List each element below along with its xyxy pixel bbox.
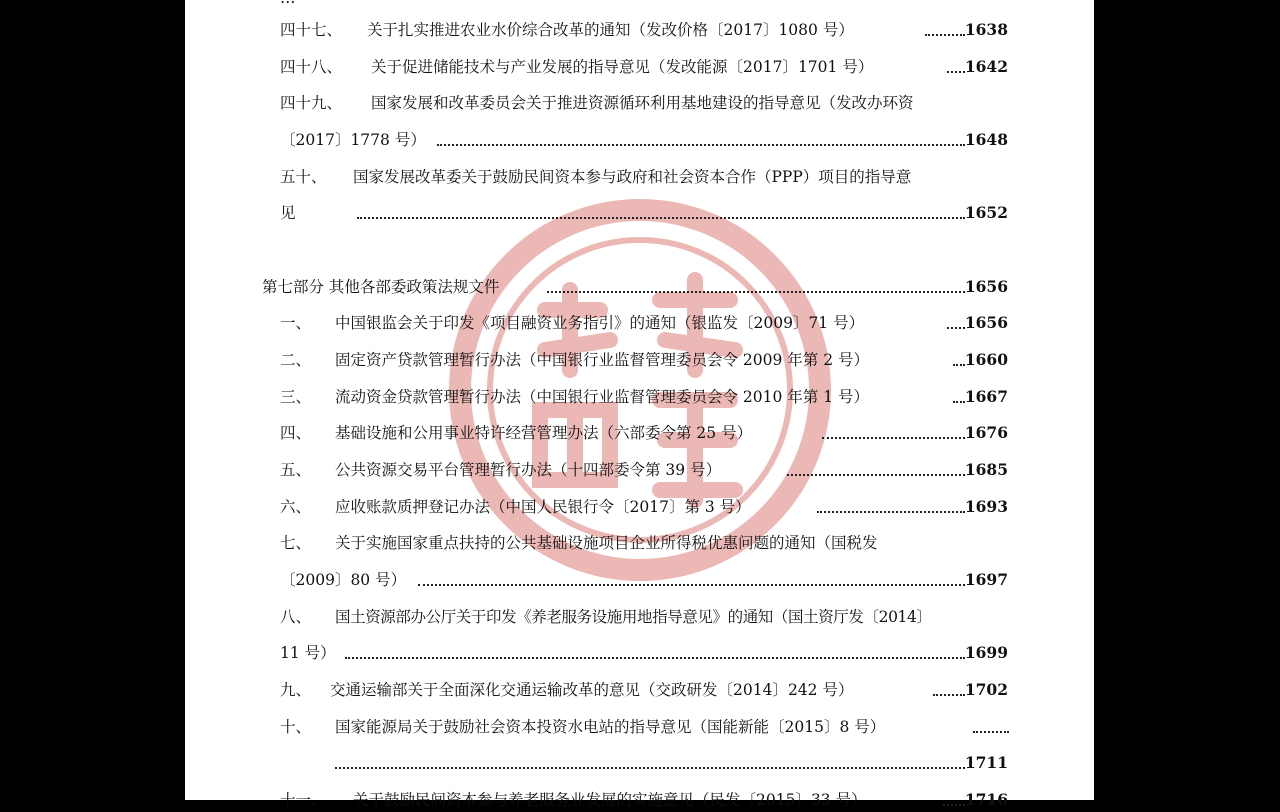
toc-leader — [345, 655, 965, 659]
toc-title: 固定资产贷款管理暂行办法（中国银行业监督管理委员会令 2009 年第 2 号） — [335, 351, 870, 369]
toc-number: 二、 — [280, 351, 312, 369]
toc-title-continued: 〔2009〕80 号） — [280, 571, 407, 589]
toc-leader — [418, 582, 965, 586]
toc-number: 四十七、 — [280, 21, 343, 39]
toc-entry[interactable] — [185, 421, 1094, 445]
toc-leader — [943, 802, 965, 806]
toc-leader — [817, 509, 965, 513]
toc-page: 1660 — [964, 350, 1008, 369]
toc-entry[interactable] — [185, 788, 1094, 812]
toc-number: 四十九、 — [280, 94, 343, 112]
toc-title: 关于实施国家重点扶持的公共基础设施项目企业所得税优惠问题的通知（国税发 — [335, 534, 878, 552]
toc-number: 三、 — [280, 388, 312, 406]
toc-entry-continuation[interactable] — [185, 641, 1094, 665]
toc-title: 国家能源局关于鼓励社会资本投资水电站的指导意见（国能新能〔2015〕8 号） — [335, 718, 886, 736]
toc-entry[interactable] — [185, 18, 1094, 42]
toc-entry[interactable] — [185, 458, 1094, 482]
toc-page: 1702 — [964, 680, 1008, 699]
toc-title: 国土资源部办公厅关于印发《养老服务设施用地指导意见》的通知（国土资厅发〔2014〕 — [335, 608, 932, 626]
toc-title: 交通运输部关于全面深化交通运输改革的意见（交政研发〔2014〕242 号） — [330, 681, 854, 699]
toc-number: 八、 — [280, 608, 312, 626]
toc-part-heading[interactable] — [185, 275, 1094, 299]
toc-entry[interactable] — [185, 678, 1094, 702]
toc-page: 1652 — [964, 203, 1008, 222]
toc-entry[interactable] — [185, 55, 1094, 79]
toc-number: 十一、 — [280, 791, 327, 809]
toc-leader — [787, 472, 965, 476]
toc-page: 1638 — [964, 20, 1008, 39]
toc-title-continued: 见 — [280, 204, 296, 222]
toc-partial-text — [280, 0, 296, 10]
toc-number: 九、 — [280, 681, 312, 699]
toc-entry[interactable] — [185, 165, 1094, 189]
toc-title: 关于鼓励民间资本参与养老服务业发展的实施意见（民发〔2015〕33 号） — [353, 791, 867, 809]
toc-leader — [953, 399, 965, 403]
toc-leader — [357, 215, 965, 219]
toc-title: 关于促进储能技术与产业发展的指导意见（发改能源〔2017〕1701 号） — [371, 58, 874, 76]
toc-leader — [547, 289, 965, 293]
toc-leader — [947, 325, 965, 329]
toc-partial-line — [185, 0, 1094, 10]
toc-entry[interactable] — [185, 348, 1094, 372]
toc-page: 1656 — [964, 313, 1008, 332]
toc-number: 五十、 — [280, 168, 327, 186]
toc-page: 1667 — [964, 387, 1008, 406]
toc-title: 公共资源交易平台管理暂行办法（十四部委令第 39 号） — [335, 461, 722, 479]
toc-entry[interactable] — [185, 385, 1094, 409]
toc-number: 一、 — [280, 314, 312, 332]
toc-title: 关于扎实推进农业水价综合改革的通知（发改价格〔2017〕1080 号） — [367, 21, 854, 39]
toc-title: 国家发展和改革委员会关于推进资源循环利用基地建设的指导意见（发改办环资 — [371, 94, 914, 112]
toc-entry-continuation[interactable] — [185, 751, 1094, 775]
toc-entry-continuation[interactable] — [185, 568, 1094, 592]
toc-title-continued: 〔2017〕1778 号） — [280, 131, 426, 149]
toc-leader — [973, 729, 1009, 733]
toc-entry-continuation[interactable] — [185, 201, 1094, 225]
toc-leader — [933, 692, 965, 696]
toc-entry[interactable] — [185, 715, 1094, 739]
toc-number: 五、 — [280, 461, 312, 479]
toc-page: 1716 — [964, 790, 1008, 809]
toc-leader — [335, 765, 965, 769]
toc-title: 基础设施和公用事业特许经营管理办法（六部委令第 25 号） — [335, 424, 753, 442]
toc-page: 1693 — [964, 497, 1008, 516]
toc-page: 1642 — [964, 57, 1008, 76]
toc-title-continued: 11 号） — [280, 644, 336, 662]
toc-title: 国家发展改革委关于鼓励民间资本参与政府和社会资本合作（PPP）项目的指导意 — [353, 168, 912, 186]
toc-page: 1697 — [964, 570, 1008, 589]
toc-page: 1656 — [964, 277, 1008, 296]
toc-number: 四、 — [280, 424, 312, 442]
toc-title: 应收账款质押登记办法（中国人民银行令〔2017〕第 3 号） — [335, 498, 751, 516]
toc-entry[interactable] — [185, 605, 1094, 629]
toc-title: 流动资金贷款管理暂行办法（中国银行业监督管理委员会令 2010 年第 1 号） — [335, 388, 870, 406]
toc-page: 1685 — [964, 460, 1008, 479]
document-page — [185, 0, 1094, 809]
toc-page: 1676 — [964, 423, 1008, 442]
toc-leader — [925, 32, 965, 36]
toc-page: 1711 — [964, 753, 1008, 772]
toc-leader — [822, 435, 965, 439]
toc-page: 1648 — [964, 130, 1008, 149]
toc-number: 十、 — [280, 718, 312, 736]
part-title: 第七部分 其他各部委政策法规文件 — [262, 278, 500, 296]
toc-leader — [947, 69, 965, 73]
toc-title: 中国银监会关于印发《项目融资业务指引》的通知（银监发〔2009〕71 号） — [335, 314, 865, 332]
toc-number: 七、 — [280, 534, 312, 552]
toc-leader — [437, 142, 965, 146]
toc-entry[interactable] — [185, 311, 1094, 335]
toc-leader — [953, 362, 965, 366]
toc-entry[interactable] — [185, 495, 1094, 519]
toc-number: 四十八、 — [280, 58, 343, 76]
toc-entry[interactable] — [185, 91, 1094, 115]
toc-page: 1699 — [964, 643, 1008, 662]
toc-entry[interactable] — [185, 531, 1094, 555]
toc-entry-continuation[interactable] — [185, 128, 1094, 152]
toc-number: 六、 — [280, 498, 312, 516]
